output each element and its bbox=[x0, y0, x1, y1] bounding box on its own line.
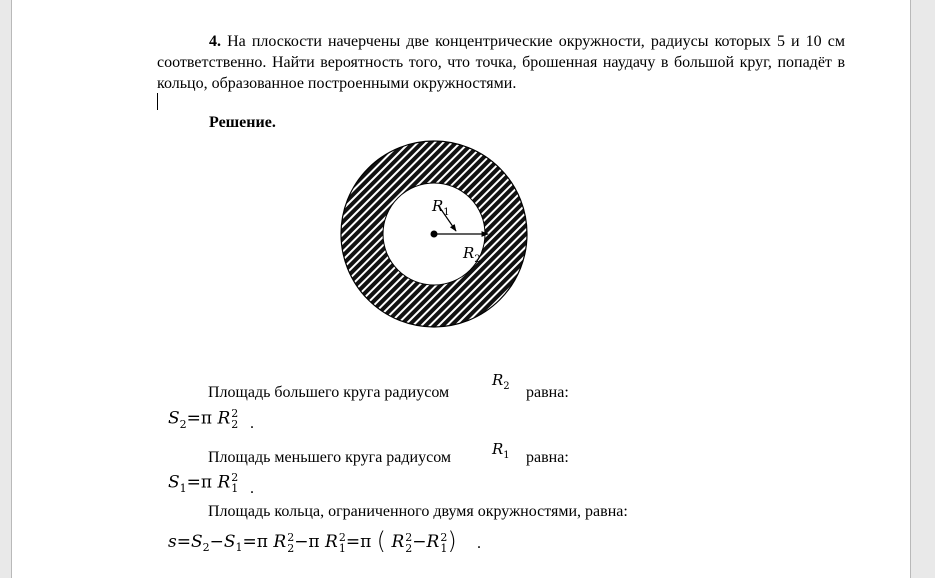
formula-ring-dot: . bbox=[477, 535, 481, 552]
big-radius-symbol: $R_2$ bbox=[492, 371, 510, 392]
small-circle-text: Площадь меньшего круга радиусом bbox=[208, 449, 452, 466]
problem-statement: На плоскости начерчены две концентрические окружности, радиусы которых 5 и 10 см соответственно. Найти вероятность того, что точка, брошенная наудачу в большой круг, попадёт в кольцо, образованное построенными окружностями. bbox=[157, 33, 845, 92]
problem-text bbox=[157, 31, 845, 94]
concentric-circles-figure bbox=[330, 130, 540, 345]
small-radius-symbol: $R_1$ bbox=[492, 440, 510, 461]
solution-heading: Решение. bbox=[209, 114, 276, 131]
big-circle-text: Площадь большего круга радиусом bbox=[208, 384, 450, 401]
ring-text: Площадь кольца, ограниченного двумя окружностями, равна: bbox=[208, 503, 628, 520]
text-cursor bbox=[157, 93, 158, 110]
formula-s1: $S_1=\pi$ R 2 1 bbox=[168, 471, 239, 495]
formula-s2: $S_2=\pi$ R 2 2 bbox=[168, 407, 239, 431]
small-circle-after: равна: bbox=[526, 449, 569, 466]
label-r2: $R_2$ bbox=[463, 244, 481, 265]
formula-ring: $s=S_2-S_1=\pi$ R 2 2 −π R 2 1 =π ( R 2 2 −R 2 1 ) bbox=[168, 527, 457, 555]
formula-s1-dot: . bbox=[250, 480, 254, 497]
problem-number: 4. bbox=[209, 33, 221, 50]
formula-s2-dot: . bbox=[250, 415, 254, 432]
label-r1: $R_1$ bbox=[432, 197, 450, 218]
big-circle-after: равна: bbox=[526, 384, 569, 401]
